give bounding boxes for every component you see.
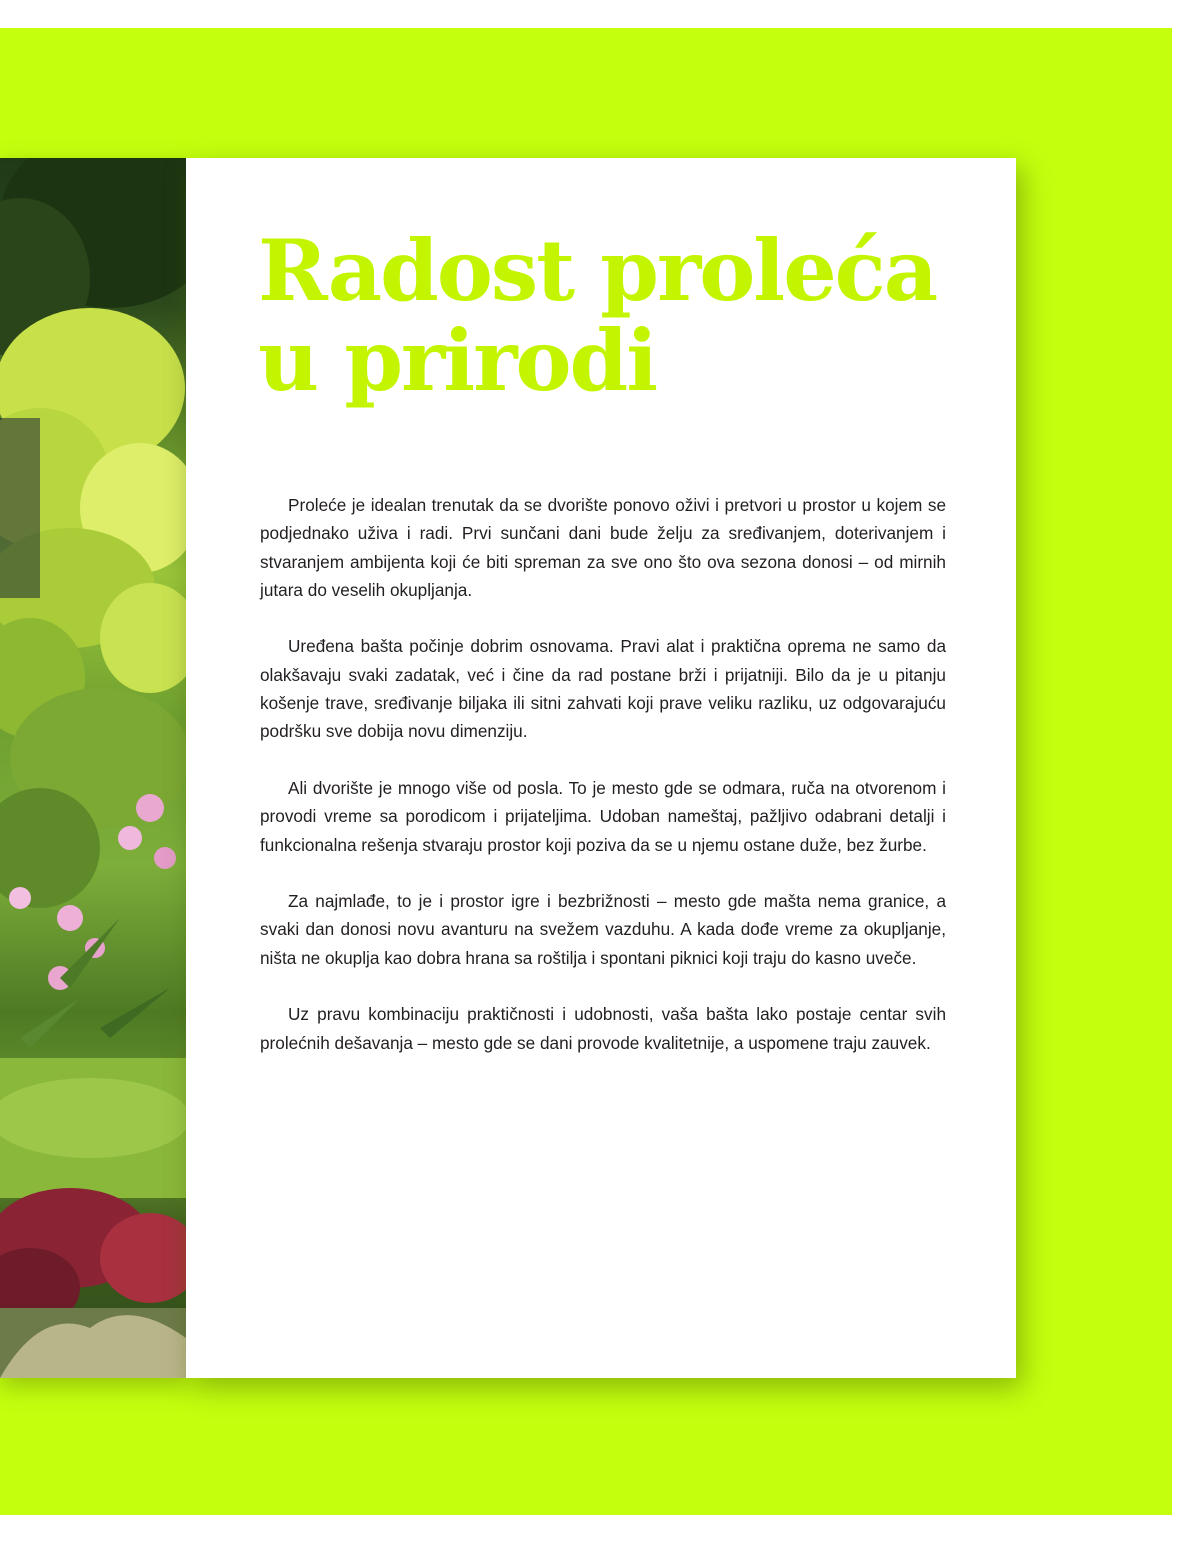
article-body: [260, 491, 946, 1085]
garden-photo: [0, 158, 186, 1378]
paragraph-2: Uređena bašta počinje dobrim osnovama. Pravi alat i praktična oprema ne samo da olakšavaju svaki zadatak, već i čine da rad postane brži i prijatniji. Bilo da je u pitanju košenje trave, sređivanje biljaka ili sitni zahvati koji prave veliku razliku, uz odgovarajuću podršku sve dobija novu dimenziju.: [260, 636, 946, 742]
paragraph-5: Uz pravu kombinaciju praktičnosti i udobnosti, vaša bašta lako postaje centar svih prolećnih dešavanja – mesto gde se dani provode kvalitetnije, a uspomene traju zauvek.: [260, 1004, 946, 1053]
garden-illustration: [0, 158, 186, 1378]
paragraph-1: Proleće je idealan trenutak da se dvorište ponovo oživi i pretvori u prostor u kojem se podjednako uživa i radi. Prvi sunčani dani bude želju za sređivanjem, doterivanjem i stvaranjem ambijenta koji će biti spreman za sve ono što ova sezona donosi – od mirnih jutara do veselih okupljanja.: [260, 495, 946, 600]
paragraph-4: Za najmlađe, to je i prostor igre i bezbrižnosti – mesto gde mašta nema granice, a svaki dan donosi novu avanturu na svežem vazduhu. A kada dođe vreme za okupljanje, ništa ne okuplja kao dobra hrana sa roštilja i spontani piknici koji traju do kasno uveče.: [260, 891, 946, 968]
paragraph-3: Ali dvorište je mnogo više od posla. To je mesto gde se odmara, ruča na otvorenom i provodi vreme sa porodicom i prijateljima. Udoban nameštaj, pažljivo odabrani detalji i funkcionalna rešenja stvaraju prostor koji poziva da se u njemu ostane duže, bez žurbe.: [260, 777, 946, 855]
page-title: Radost proleća u prirodi: [258, 221, 937, 410]
